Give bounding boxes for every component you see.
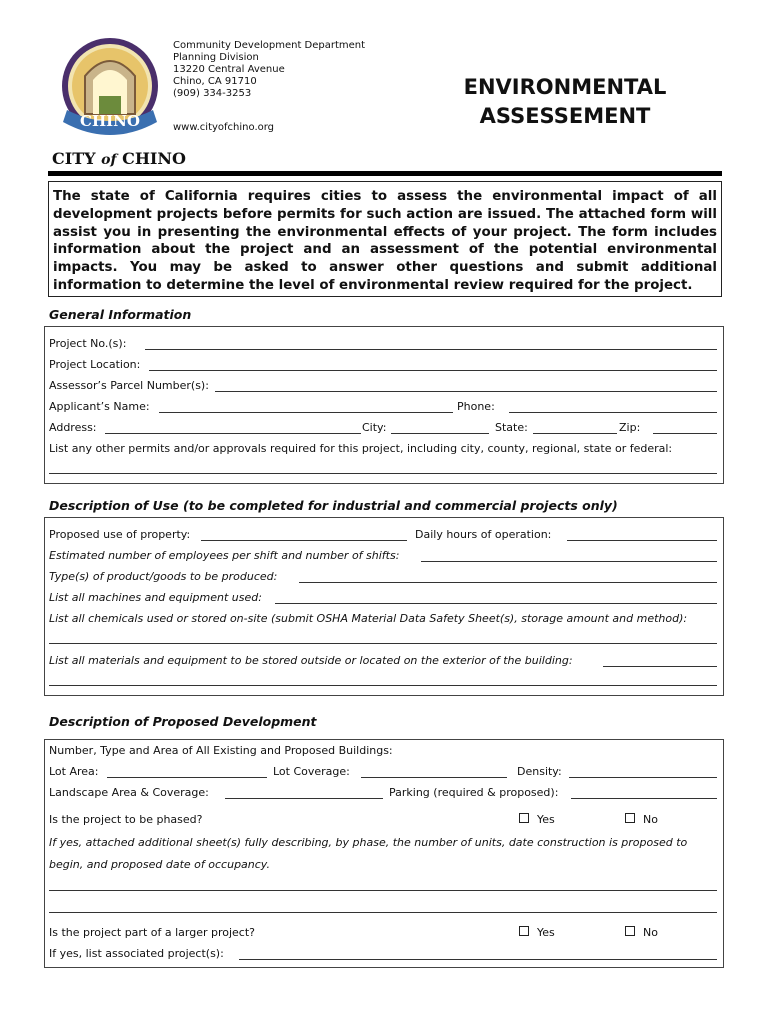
wordmark-chino: CHINO [122, 149, 186, 168]
title-line-2: ASSESSEMENT [479, 104, 651, 128]
website-link[interactable]: www.cityofchino.org [173, 122, 275, 133]
phased-no-checkbox[interactable] [625, 813, 635, 823]
proposed-development-section [44, 739, 724, 968]
proposed-use-field[interactable] [201, 540, 407, 541]
parking-label: Parking (required & proposed): [389, 786, 559, 799]
proposed-development-heading: Description of Proposed Development [49, 714, 317, 729]
larger-project-question: Is the project part of a larger project? [49, 926, 255, 939]
materials-field-line-2[interactable] [49, 685, 717, 686]
landscape-label: Landscape Area & Coverage: [49, 786, 209, 799]
city-state-zip: Chino, CA 91710 [173, 76, 257, 87]
phased-note-line-1: If yes, attached additional sheet(s) fully describing, by phase, the number of units, date construction is proposed to [49, 836, 688, 849]
description-of-use-heading: Description of Use (to be completed for industrial and commercial projects only) [49, 498, 618, 513]
density-label: Density: [517, 765, 562, 778]
machines-field[interactable] [275, 603, 717, 604]
address-field[interactable] [105, 433, 361, 434]
lot-area-label: Lot Area: [49, 765, 99, 778]
larger-no-checkbox[interactable] [625, 926, 635, 936]
phased-no-option[interactable] [625, 813, 658, 826]
project-no-field[interactable] [145, 349, 717, 350]
title-line-1: ENVIRONMENTAL [463, 75, 667, 99]
header-rule [48, 171, 722, 176]
apn-label: Assessor’s Parcel Number(s): [49, 379, 209, 392]
state-field[interactable] [533, 433, 617, 434]
chemicals-label: List all chemicals used or stored on-site (submit OSHA Material Data Safety Sheet(s), storage amount and method): [49, 612, 688, 625]
other-permits-label: List any other permits and/or approvals required for this project, including city, county, regional, state or federal: [49, 442, 673, 455]
department: Community Development Department [173, 40, 366, 51]
daily-hours-label: Daily hours of operation: [415, 528, 552, 541]
larger-yes-option[interactable] [519, 926, 555, 939]
phased-yes-option[interactable] [519, 813, 555, 826]
phased-yes-checkbox[interactable] [519, 813, 529, 823]
machines-label: List all machines and equipment used: [49, 591, 262, 604]
phased-note-line-2: begin, and proposed date of occupancy. [49, 858, 270, 871]
lot-coverage-field[interactable] [361, 777, 507, 778]
city-label: City: [362, 421, 387, 434]
apn-field[interactable] [215, 391, 717, 392]
phased-yes-label: Yes [537, 813, 555, 826]
lot-coverage-label: Lot Coverage: [273, 765, 350, 778]
chemicals-field[interactable] [49, 643, 717, 644]
lot-area-field[interactable] [107, 777, 267, 778]
employees-field[interactable] [421, 561, 717, 562]
address-label: Address: [49, 421, 97, 434]
larger-no-label: No [643, 926, 658, 939]
associated-projects-label: If yes, list associated project(s): [49, 947, 224, 960]
general-information-heading: General Information [49, 307, 192, 322]
city-field[interactable] [391, 433, 489, 434]
larger-no-option[interactable] [625, 926, 658, 939]
daily-hours-field[interactable] [567, 540, 717, 541]
description-of-use-section [44, 517, 724, 696]
wordmark-of: of [101, 152, 117, 168]
landscape-field[interactable] [225, 798, 383, 799]
phased-details-field-1[interactable] [49, 890, 717, 891]
wordmark-city: CITY [52, 149, 96, 168]
division: Planning Division [173, 52, 259, 63]
logo-text: CHINO [80, 112, 140, 130]
phased-question: Is the project to be phased? [49, 813, 203, 826]
density-field[interactable] [569, 777, 717, 778]
applicant-name-label: Applicant’s Name: [49, 400, 150, 413]
employees-label: Estimated number of employees per shift and number of shifts: [49, 549, 400, 562]
other-permits-field[interactable] [49, 473, 717, 474]
city-wordmark [52, 149, 186, 168]
products-label: Type(s) of product/goods to be produced: [49, 570, 278, 583]
project-location-label: Project Location: [49, 358, 141, 371]
applicant-name-field[interactable] [159, 412, 453, 413]
city-seal-logo [55, 36, 165, 144]
materials-label: List all materials and equipment to be stored outside or located on the exterior of the building: [49, 654, 573, 667]
phone-field[interactable] [509, 412, 717, 413]
proposed-use-label: Proposed use of property: [49, 528, 191, 541]
parking-field[interactable] [571, 798, 717, 799]
larger-yes-label: Yes [537, 926, 555, 939]
phased-no-label: No [643, 813, 658, 826]
zip-label: Zip: [619, 421, 641, 434]
products-field[interactable] [299, 582, 717, 583]
contact-info [173, 40, 365, 134]
street-address: 13220 Central Avenue [173, 64, 285, 75]
phased-details-field-2[interactable] [49, 912, 717, 913]
phone-label: Phone: [457, 400, 495, 413]
larger-yes-checkbox[interactable] [519, 926, 529, 936]
document-title [440, 73, 690, 131]
phone-number: (909) 334-3253 [173, 88, 252, 99]
intro-paragraph: The state of California requires cities to assess the environmental impact of all development projects before permits for such action are issued. The attached form will assist you in presenting the environmental effects of your project. The form includes information about the project and an assessment of the potential environmental impacts. You may be asked to answer other questions and submit additional information to determine the level of environmental review required for the project. [48, 181, 722, 297]
buildings-label: Number, Type and Area of All Existing and Proposed Buildings: [49, 744, 393, 757]
associated-projects-field[interactable] [239, 959, 717, 960]
general-information-section [44, 326, 724, 484]
state-label: State: [495, 421, 528, 434]
materials-field[interactable] [603, 666, 717, 667]
project-location-field[interactable] [149, 370, 717, 371]
project-no-label: Project No.(s): [49, 337, 127, 350]
zip-field[interactable] [653, 433, 717, 434]
